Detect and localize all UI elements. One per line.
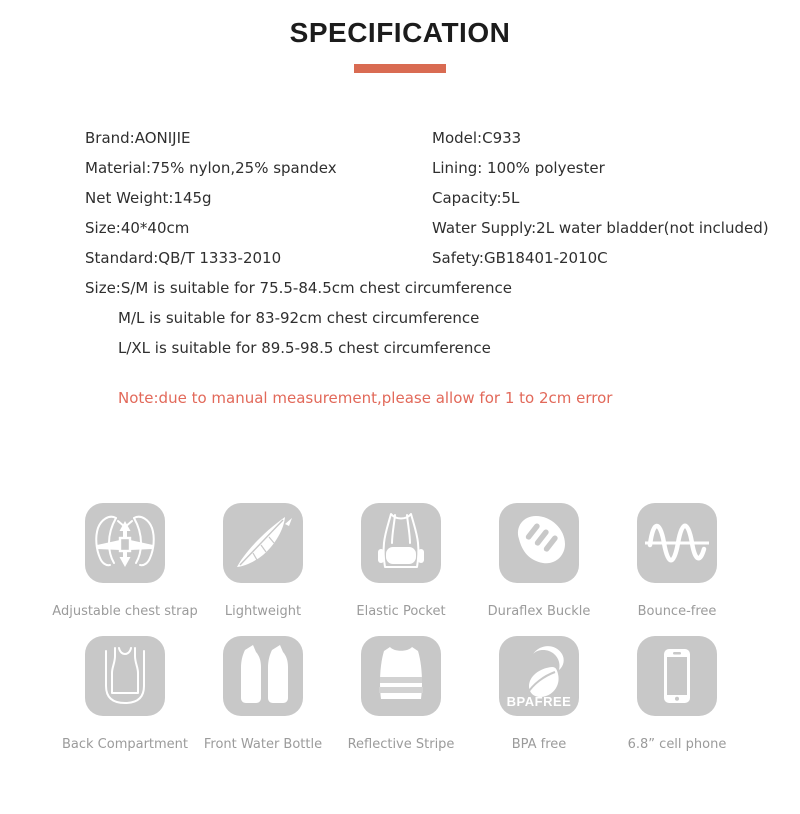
feature-label: Front Water Bottle bbox=[203, 736, 323, 752]
spec-row bbox=[85, 153, 800, 183]
size-guide bbox=[85, 273, 800, 363]
spec-water-supply: Water Supply:2L water bladder(not included) bbox=[432, 218, 769, 237]
reflective-vest-icon bbox=[361, 636, 441, 716]
feather-icon bbox=[223, 503, 303, 583]
feature-label: 6.8” cell phone bbox=[627, 736, 727, 752]
spec-capacity: Capacity:5L bbox=[432, 188, 520, 207]
spec-row bbox=[85, 183, 800, 213]
spec-net-weight: Net Weight:145g bbox=[85, 188, 212, 207]
bpa-free-caption: BPAFREE bbox=[506, 693, 572, 709]
feature-grid bbox=[52, 503, 746, 752]
feature-cell-phone bbox=[608, 636, 746, 752]
spec-model: Model:C933 bbox=[432, 128, 522, 147]
feature-label: Lightweight bbox=[224, 603, 302, 619]
feature-label: Adjustable chest strap bbox=[52, 603, 198, 619]
size-line-lxl: L/XL is suitable for 89.5-98.5 chest circumference bbox=[118, 338, 491, 357]
size-line-sm: Size:S/M is suitable for 75.5-84.5cm chest circumference bbox=[85, 278, 512, 297]
spec-row bbox=[85, 213, 800, 243]
spec-lining: Lining: 100% polyester bbox=[432, 158, 605, 177]
elastic-pocket-icon bbox=[361, 503, 441, 583]
feature-lightweight bbox=[194, 503, 332, 619]
bounce-wave-icon bbox=[637, 503, 717, 583]
feature-duraflex-buckle bbox=[470, 503, 608, 619]
bpa-free-leaf-icon bbox=[499, 636, 579, 716]
spec-page bbox=[0, 14, 800, 752]
adjustable-chest-strap-icon bbox=[85, 503, 165, 583]
feature-adjustable-chest-strap bbox=[52, 503, 198, 619]
feature-label: BPA free bbox=[511, 736, 567, 752]
feature-bounce-free bbox=[608, 503, 746, 619]
feature-label: Elastic Pocket bbox=[356, 603, 446, 619]
cell-phone-icon bbox=[637, 636, 717, 716]
feature-front-water-bottle bbox=[194, 636, 332, 752]
feature-row-1 bbox=[52, 503, 746, 619]
feature-label: Duraflex Buckle bbox=[487, 603, 591, 619]
measurement-note: Note:due to manual measurement,please allow for 1 to 2cm error bbox=[118, 388, 613, 407]
spec-row bbox=[85, 123, 800, 153]
page-title: SPECIFICATION bbox=[289, 17, 511, 48]
feature-label: Back Compartment bbox=[61, 736, 189, 752]
spec-row bbox=[85, 243, 800, 273]
spec-safety: Safety:GB18401-2010C bbox=[432, 248, 608, 267]
feature-reflective-stripe bbox=[332, 636, 470, 752]
back-compartment-icon bbox=[85, 636, 165, 716]
spec-brand: Brand:AONIJIE bbox=[85, 128, 191, 147]
water-bottles-icon bbox=[223, 636, 303, 716]
spec-standard: Standard:QB/T 1333-2010 bbox=[85, 248, 282, 267]
feature-row-2 bbox=[56, 636, 746, 752]
feature-label: Reflective Stripe bbox=[347, 736, 455, 752]
spec-size: Size:40*40cm bbox=[85, 218, 190, 237]
size-line-ml: M/L is suitable for 83-92cm chest circumference bbox=[118, 308, 480, 327]
feature-bpa-free bbox=[470, 636, 608, 752]
feature-label: Bounce-free bbox=[637, 603, 717, 619]
title-underline bbox=[354, 64, 446, 73]
spec-material: Material:75% nylon,25% spandex bbox=[85, 158, 337, 177]
feature-back-compartment bbox=[56, 636, 194, 752]
duraflex-buckle-icon bbox=[499, 503, 579, 583]
feature-elastic-pocket bbox=[332, 503, 470, 619]
spec-table bbox=[85, 123, 800, 273]
